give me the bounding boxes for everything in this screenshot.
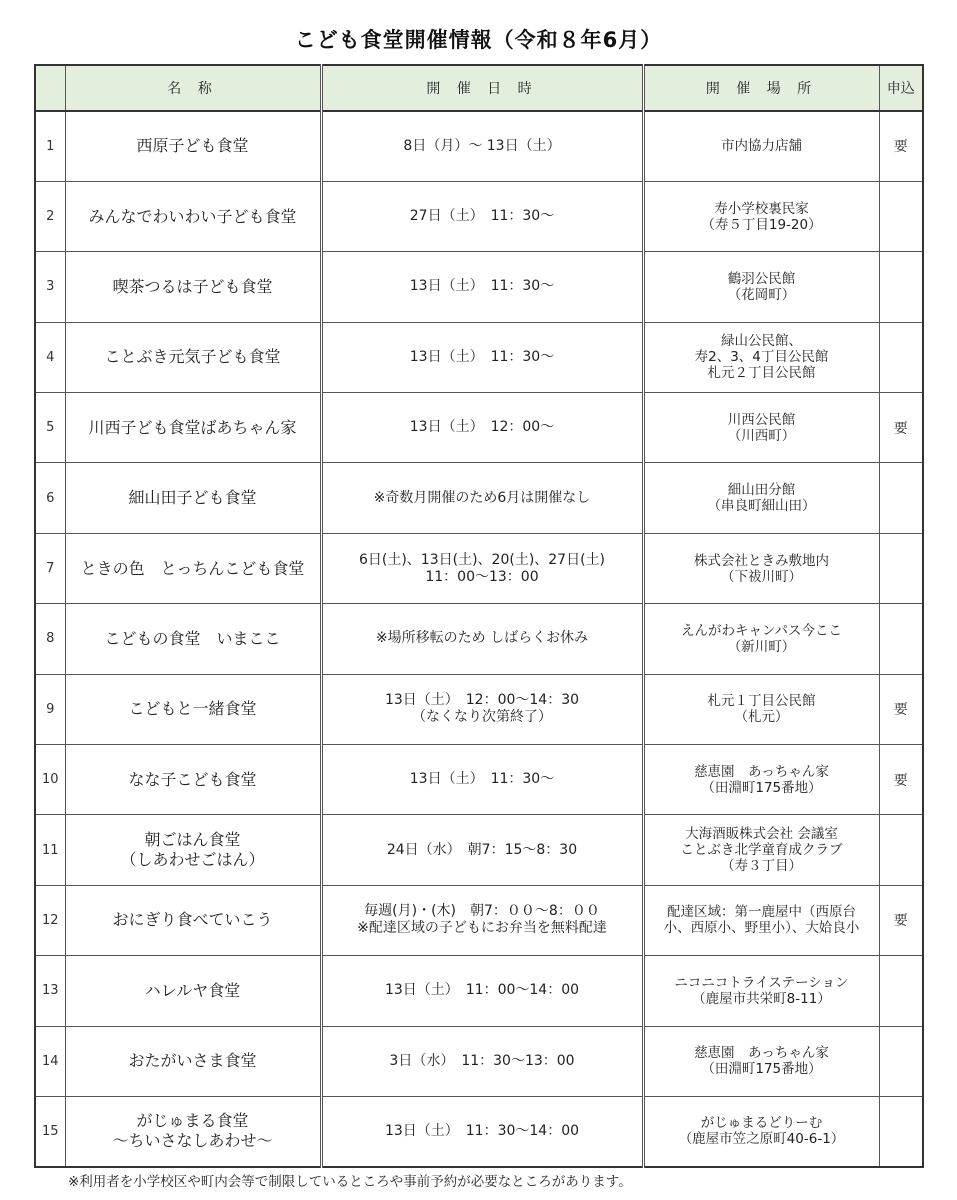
event-place — [643, 463, 879, 533]
table-row — [35, 956, 923, 1026]
event-place-line: 株式会社ときみ敷地内 — [694, 552, 829, 569]
event-datetime — [321, 533, 643, 603]
row-number: 1 — [35, 111, 65, 181]
page-title: こども食堂開催情報（令和８年6月） — [294, 28, 663, 52]
row-number: 3 — [35, 252, 65, 322]
event-place-line: 慈恵園 あっちゃん家 — [694, 1045, 829, 1062]
row-number: 11 — [35, 815, 65, 885]
event-datetime-line: 11：00～13：00 — [425, 568, 539, 585]
cafeteria-name — [65, 674, 321, 744]
event-place — [643, 533, 879, 603]
table-row — [35, 393, 923, 463]
row-number: 8 — [35, 604, 65, 674]
cafeteria-name — [65, 533, 321, 603]
event-place-line: 配達区域：第一鹿屋中（西原台 — [667, 904, 856, 921]
event-place-line: 川西公民館 — [727, 411, 796, 428]
event-place — [643, 674, 879, 744]
table-row — [35, 885, 923, 955]
cafeteria-name — [65, 1096, 321, 1166]
cafeteria-name — [65, 745, 321, 815]
row-number: 12 — [35, 885, 65, 955]
table-row — [35, 322, 923, 392]
header-name: 名 称 — [65, 65, 321, 111]
event-place-line: 緑山公民館、 — [721, 333, 802, 350]
table-row — [35, 1096, 923, 1166]
table-row — [35, 181, 923, 251]
event-datetime-line: 3日（水） 11：30～13：00 — [389, 1052, 575, 1069]
application-required — [879, 181, 923, 251]
event-place-line: （寿５丁目19-20） — [701, 216, 822, 233]
table-row — [35, 252, 923, 322]
cafeteria-name — [65, 393, 321, 463]
footnote: ※利用者を小学校区や町内会等で制限しているところや事前予約が必要なところがあります。 — [68, 1174, 632, 1190]
event-place — [643, 956, 879, 1026]
cafeteria-name — [65, 815, 321, 885]
cafeteria-name — [65, 111, 321, 181]
cafeteria-name — [65, 322, 321, 392]
table-row — [35, 463, 923, 533]
event-place-line: （田淵町175番地） — [701, 1061, 822, 1078]
header-no — [35, 65, 65, 111]
event-datetime-line: ※場所移転のため しばらくお休み — [375, 630, 589, 647]
event-datetime — [321, 181, 643, 251]
event-place — [643, 111, 879, 181]
table-row — [35, 1026, 923, 1096]
table-row — [35, 674, 923, 744]
table-row — [35, 111, 923, 181]
cafeteria-name-line: 西原子ども食堂 — [136, 136, 249, 156]
event-datetime-line: 13日（土） 11：00～14：00 — [384, 982, 580, 999]
event-datetime-line: 13日（土） 11：30～14：00 — [384, 1122, 580, 1139]
event-place — [643, 885, 879, 955]
event-place-line: 小、西原小、野里小）、大姶良小 — [663, 920, 860, 937]
row-number: 6 — [35, 463, 65, 533]
header-datetime: 開 催 日 時 — [321, 65, 643, 111]
event-place-line: （串良町細山田） — [707, 498, 816, 515]
application-required: 要 — [879, 393, 923, 463]
event-place-line: （鹿屋市共栄町8-11） — [692, 990, 831, 1007]
row-number: 10 — [35, 745, 65, 815]
event-place-line: （川西町） — [727, 427, 796, 444]
event-place — [643, 181, 879, 251]
table-row — [35, 815, 923, 885]
event-place — [643, 815, 879, 885]
event-datetime — [321, 674, 643, 744]
event-place-line: （新川町） — [727, 638, 796, 655]
application-required — [879, 322, 923, 392]
event-place-line: 寿2、3、4丁目公民館 — [694, 349, 829, 366]
header-apply: 申込 — [879, 65, 923, 111]
event-datetime-line: 8日（月）～ 13日（土） — [403, 137, 561, 154]
event-datetime — [321, 604, 643, 674]
event-place — [643, 322, 879, 392]
event-datetime — [321, 1026, 643, 1096]
event-datetime — [321, 745, 643, 815]
cafeteria-name — [65, 604, 321, 674]
event-place-line: 市内協力店舗 — [721, 138, 802, 155]
event-datetime-line: 13日（土） 12：00～ — [409, 419, 555, 436]
cafeteria-name — [65, 956, 321, 1026]
application-required — [879, 533, 923, 603]
table-body — [35, 111, 923, 1167]
event-datetime — [321, 252, 643, 322]
event-datetime — [321, 393, 643, 463]
row-number: 7 — [35, 533, 65, 603]
row-number: 4 — [35, 322, 65, 392]
event-datetime — [321, 111, 643, 181]
application-required — [879, 604, 923, 674]
event-datetime — [321, 885, 643, 955]
event-place-line: 慈恵園 あっちゃん家 — [694, 763, 829, 780]
cafeteria-name-line: ときの色 とっちんこども食堂 — [80, 558, 305, 578]
cafeteria-name-line: ～ちいさなしあわせ～ — [112, 1131, 273, 1151]
application-required — [879, 463, 923, 533]
table-row — [35, 533, 923, 603]
cafeteria-name-line: 川西子ども食堂ばあちゃん家 — [88, 417, 297, 437]
schedule-table — [34, 64, 924, 1168]
event-datetime-line: ※奇数月開催のため6月は開催なし — [373, 489, 591, 506]
event-place-line: 大海酒販株式会社 会議室 — [685, 826, 838, 843]
cafeteria-name-line: 細山田子ども食堂 — [128, 488, 257, 508]
cafeteria-name — [65, 463, 321, 533]
cafeteria-name-line: （しあわせごはん） — [120, 850, 265, 870]
event-place-line: 札元１丁目公民館 — [707, 693, 816, 710]
event-place — [643, 1026, 879, 1096]
row-number: 13 — [35, 956, 65, 1026]
event-place-line: 札元２丁目公民館 — [707, 365, 816, 382]
application-required — [879, 1096, 923, 1166]
cafeteria-name — [65, 252, 321, 322]
event-place — [643, 1096, 879, 1166]
event-place — [643, 745, 879, 815]
table-row — [35, 745, 923, 815]
row-number: 9 — [35, 674, 65, 744]
cafeteria-name — [65, 1026, 321, 1096]
table-row — [35, 604, 923, 674]
event-datetime-line: 27日（土） 11：30～ — [409, 208, 555, 225]
event-datetime-line: ※配達区域の子どもにお弁当を無料配達 — [357, 920, 607, 937]
event-place-line: 細山田分館 — [727, 482, 796, 499]
event-place-line: （札元） — [734, 709, 789, 726]
application-required: 要 — [879, 745, 923, 815]
event-datetime-line: 13日（土） 12：00～14：30 — [384, 692, 580, 709]
event-place-line: （下祓川町） — [721, 568, 802, 585]
event-datetime — [321, 1096, 643, 1166]
header-place: 開 催 場 所 — [643, 65, 879, 111]
cafeteria-name-line: おにぎり食べていこう — [112, 910, 273, 930]
event-datetime-line: 6日(土)、13日(土)、20(土)、27日(土) — [358, 551, 606, 568]
cafeteria-name — [65, 181, 321, 251]
cafeteria-name-line: 朝ごはん食堂 — [144, 830, 241, 850]
event-place-line: 鶴羽公民館 — [727, 270, 796, 287]
cafeteria-name-line: がじゅまる食堂 — [136, 1111, 249, 1131]
cafeteria-name-line: 喫茶つるは子ども食堂 — [112, 276, 273, 296]
event-datetime — [321, 956, 643, 1026]
application-required — [879, 815, 923, 885]
cafeteria-name-line: なな子こども食堂 — [128, 769, 257, 789]
event-datetime-line: 毎週(月)・(木) 朝7：００～8：００ — [364, 903, 600, 920]
event-datetime-line: 13日（土） 11：30～ — [409, 348, 555, 365]
event-place-line: ことぶき北学童育成クラブ — [680, 842, 843, 859]
cafeteria-name-line: こどもと一緒食堂 — [128, 699, 257, 719]
event-place-line: （田淵町175番地） — [701, 779, 822, 796]
event-place-line: えんがわキャンパス今ここ — [680, 622, 843, 639]
row-number: 14 — [35, 1026, 65, 1096]
cafeteria-name-line: ハレルヤ食堂 — [144, 980, 241, 1000]
event-datetime-line: 13日（土） 11：30～ — [409, 771, 555, 788]
event-place — [643, 393, 879, 463]
row-number: 5 — [35, 393, 65, 463]
application-required: 要 — [879, 674, 923, 744]
application-required: 要 — [879, 111, 923, 181]
event-place — [643, 252, 879, 322]
row-number: 2 — [35, 181, 65, 251]
event-place-line: がじゅまるどりーむ — [700, 1115, 823, 1132]
table-header-row — [35, 65, 923, 111]
event-place-line: （鹿屋市笠之原町40-6-1） — [678, 1131, 845, 1148]
cafeteria-name-line: おたがいさま食堂 — [128, 1051, 257, 1071]
event-place-line: ニコニコトライステーション — [674, 974, 849, 991]
event-place — [643, 604, 879, 674]
event-place-line: （寿３丁目） — [721, 858, 802, 875]
event-datetime-line: 24日（水） 朝7：15～8：30 — [386, 841, 578, 858]
cafeteria-name-line: ことぶき元気子ども食堂 — [104, 347, 281, 367]
event-datetime-line: 13日（土） 11：30～ — [409, 278, 555, 295]
cafeteria-name-line: こどもの食堂 いまここ — [104, 628, 281, 648]
application-required: 要 — [879, 885, 923, 955]
event-datetime — [321, 463, 643, 533]
cafeteria-name — [65, 885, 321, 955]
cafeteria-name-line: みんなでわいわい子ども食堂 — [88, 206, 297, 226]
event-place-line: （花岡町） — [727, 286, 796, 303]
row-number: 15 — [35, 1096, 65, 1166]
application-required — [879, 956, 923, 1026]
application-required — [879, 1026, 923, 1096]
event-place-line: 寿小学校裏民家 — [714, 200, 809, 217]
application-required — [879, 252, 923, 322]
event-datetime-line: （なくなり次第終了） — [412, 709, 552, 726]
event-datetime — [321, 815, 643, 885]
event-datetime — [321, 322, 643, 392]
